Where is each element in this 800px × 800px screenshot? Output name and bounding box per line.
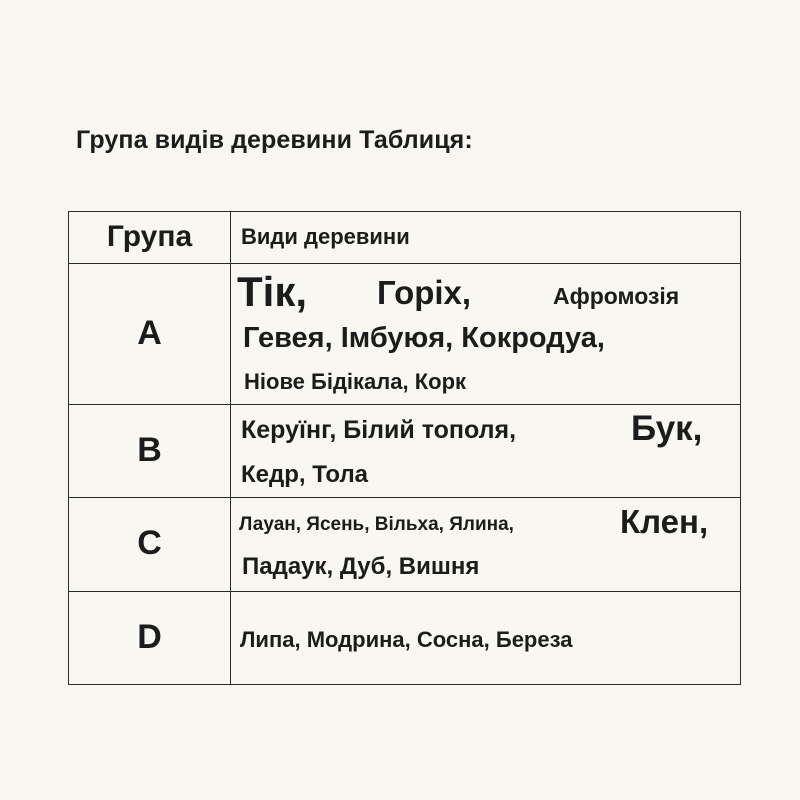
group-cell: D bbox=[137, 617, 162, 656]
group-cell: B bbox=[137, 430, 162, 469]
group-cell: C bbox=[137, 524, 162, 562]
species-text: Горіх, bbox=[377, 274, 472, 311]
species-text: Керуїнг, Білий тополя, bbox=[241, 416, 517, 444]
table-row bbox=[69, 403, 740, 498]
table-row bbox=[69, 590, 740, 684]
species-text: Лауан, Ясень, Вільха, Ялина, bbox=[239, 514, 514, 535]
species-text: Тік, bbox=[237, 268, 308, 315]
page-title: Група видів деревини Таблиця: bbox=[76, 126, 473, 154]
group-cell: A bbox=[137, 313, 162, 352]
species-text: Гевея, Імбуюя, Кокродуа, bbox=[243, 322, 605, 354]
table-header bbox=[69, 212, 740, 264]
table-row bbox=[69, 262, 740, 405]
species-text: Клен, bbox=[620, 503, 709, 540]
species-text: Бук, bbox=[631, 409, 703, 448]
species-text: Афромозія bbox=[553, 283, 680, 309]
table-row bbox=[69, 496, 740, 592]
species-text: Липа, Модрина, Сосна, Береза bbox=[240, 627, 573, 652]
header-group: Група bbox=[106, 220, 193, 253]
species-text: Ніове Бідікала, Корк bbox=[244, 369, 467, 394]
species-text: Кедр, Тола bbox=[241, 461, 369, 488]
header-species: Види деревини bbox=[241, 224, 410, 249]
species-text: Падаук, Дуб, Вишня bbox=[242, 553, 480, 580]
wood-species-table bbox=[68, 211, 741, 685]
